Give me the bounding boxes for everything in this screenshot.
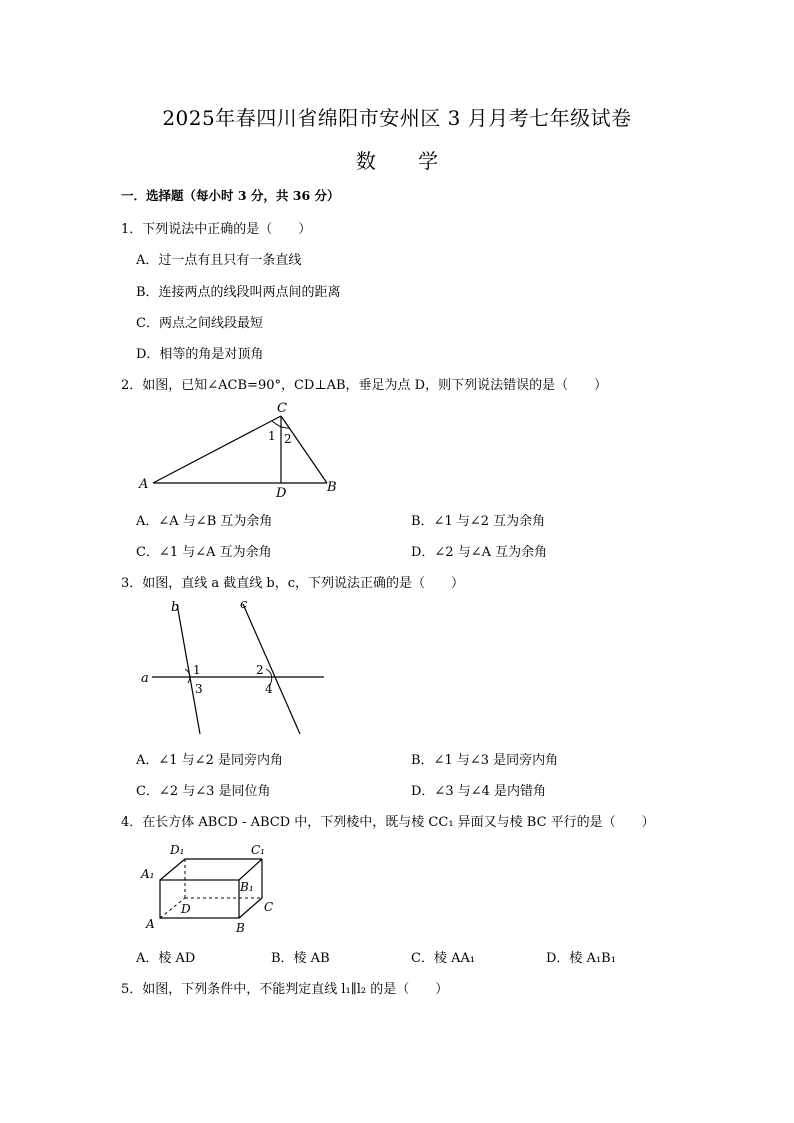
label-angle-4: 4 [265, 682, 273, 696]
front-face [160, 880, 239, 918]
label-d: D [276, 486, 287, 500]
q3-lines-figure [136, 596, 336, 740]
q1-option-d: D．相等的角是对顶角 [136, 347, 264, 362]
q4-option-b: B．棱 AB [271, 951, 330, 966]
label-b: B [236, 921, 245, 935]
line-c [243, 604, 300, 734]
q3-option-d: D．∠3 与∠4 是内错角 [411, 784, 547, 799]
label-d1: D₁ [170, 843, 185, 857]
q1-option-c: C．两点之间线段最短 [136, 316, 263, 331]
label-a: A [139, 477, 149, 492]
q4-stem: 4．在长方体 ABCD - ABCD 中，下列棱中，既与棱 CC₁ 异面又与棱 BC 平行的是（ ） [121, 815, 655, 830]
q1-stem: 1．下列说法中正确的是（ ） [121, 222, 312, 237]
q3-option-a: A．∠1 与∠2 是同旁内角 [136, 753, 283, 768]
label-angle-2: 2 [256, 663, 264, 677]
q1-option-a: A．过一点有且只有一条直线 [136, 253, 302, 268]
q2-triangle-figure [136, 396, 346, 500]
q4-option-c: C．棱 AA₁ [411, 951, 476, 966]
label-angle-2: 2 [284, 432, 292, 446]
q3-option-c: C．∠2 与∠3 是同位角 [136, 784, 271, 799]
label-angle-1: 1 [268, 429, 276, 443]
q3-option-b: B．∠1 与∠3 是同旁内角 [411, 753, 559, 768]
label-d: D [181, 902, 191, 916]
label-a: A [146, 917, 155, 931]
q4-cuboid-figure [136, 838, 286, 936]
q2-option-c: C．∠1 与∠A 互为余角 [136, 545, 272, 560]
segment-cb [281, 416, 327, 483]
q2-stem: 2．如图，已知∠ACB=90°，CD⊥AB，垂足为点 D，则下列说法错误的是（ ） [121, 378, 608, 393]
label-a1: A₁ [141, 867, 155, 881]
label-b1: B₁ [240, 880, 254, 894]
label-line-b: b [171, 600, 180, 615]
label-c: C [277, 401, 287, 416]
edge-b-c [239, 898, 262, 918]
q1-option-b: B．连接两点的线段叫两点间的距离 [136, 285, 341, 300]
label-line-a: a [141, 671, 149, 686]
section-heading: 一．选择题（每小时 3 分，共 36 分） [121, 188, 340, 203]
q4-option-d: D．棱 A₁B₁ [546, 951, 616, 966]
edge-b1-c1 [239, 859, 262, 880]
label-angle-3: 3 [195, 682, 203, 696]
label-line-c: c [240, 597, 248, 612]
label-angle-1: 1 [193, 663, 201, 677]
label-b: B [327, 480, 337, 495]
q2-option-b: B．∠1 与∠2 互为余角 [411, 514, 546, 529]
q3-stem: 3．如图，直线 a 截直线 b，c，下列说法正确的是（ ） [121, 576, 465, 591]
q4-option-a: A．棱 AD [136, 951, 196, 966]
segment-ac [153, 416, 281, 483]
q5-stem: 5．如图，下列条件中，不能判定直线 l₁∥l₂ 的是（ ） [121, 982, 449, 997]
exam-subject: 数 学 [355, 149, 457, 173]
label-c1: C₁ [251, 843, 265, 857]
q2-option-d: D．∠2 与∠A 互为余角 [411, 545, 548, 560]
q2-option-a: A．∠A 与∠B 互为余角 [136, 514, 273, 529]
label-c: C [264, 900, 274, 914]
exam-title: 2025年春四川省绵阳市安州区 3 月月考七年级试卷 [162, 106, 632, 130]
edge-a1-d1 [160, 859, 185, 880]
